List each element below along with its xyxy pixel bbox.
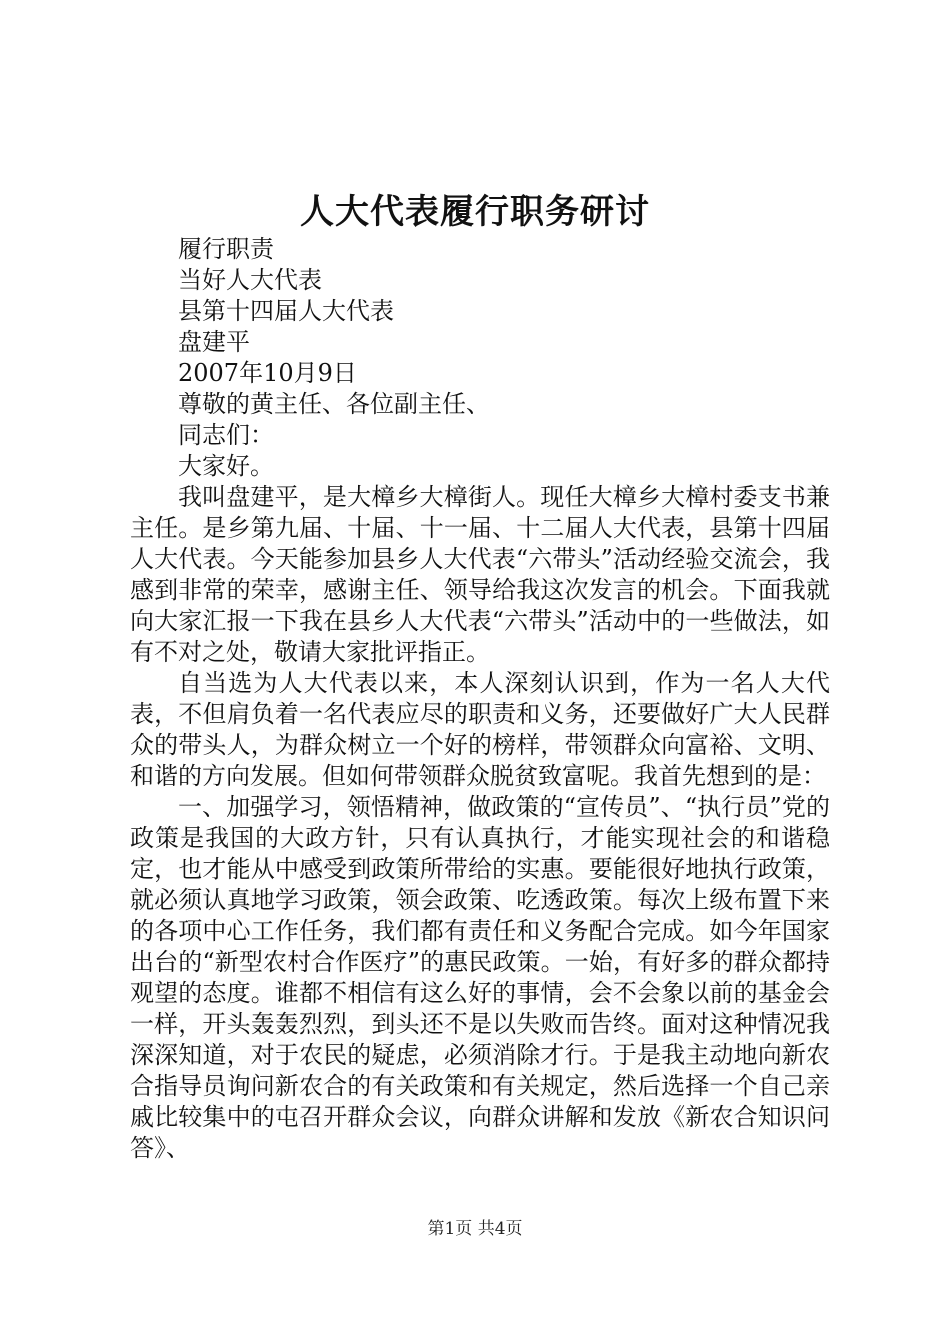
document-title: 人大代表履行职务研讨 bbox=[300, 192, 650, 232]
date-line: 2007年10月9日 bbox=[178, 359, 357, 387]
greeting-line: 大家好。 bbox=[178, 452, 274, 480]
body-paragraph: 自当选为人大代表以来，本人深刻认识到，作为一名人大代表，不但肩负着一名代表应尽的职责和义务，还要做好广大人民群众的带头人，为群众树立一个好的榜样，带领群众向富裕、文明、和谐的方向发展。但如何带领群众脱贫致富呢。我首先想到的是： bbox=[130, 669, 830, 790]
body-paragraph: 我叫盘建平，是大樟乡大樟街人。现任大樟乡大樟村委支书兼主任。是乡第九届、十届、十一届、十二届人大代表，县第十四届人大代表。今天能参加县乡人大代表“六带头”活动经验交流会，我感到非常的荣幸，感谢主任、领导给我这次发言的机会。下面我就向大家汇报一下我在县乡人大代表“六带头”活动中的一些做法，如有不对之处，敬请大家批评指正。 bbox=[130, 483, 830, 666]
document-body bbox=[130, 234, 830, 1164]
author-title-line: 县第十四届人大代表 bbox=[178, 297, 394, 325]
subtitle-line: 当好人大代表 bbox=[178, 266, 322, 294]
subtitle-line: 履行职责 bbox=[178, 235, 274, 263]
body-paragraph: 一、加强学习，领悟精神，做政策的“宣传员”、“执行员”党的政策是我国的大政方针，只有认真执行，才能实现社会的和谐稳定，也才能从中感受到政策所带给的实惠。要能很好地执行政策，就必须认真地学习政策，领会政策、吃透政策。每次上级布置下来的各项中心工作任务，我们都有责任和义务配合完成。如今年国家出台的“新型农村合作医疗”的惠民政策。一始，有好多的群众都持观望的态度。谁都不相信有这么好的事情，会不会象以前的基金会一样，开头轰轰烈烈，到头还不是以失败而告终。面对这种情况我深深知道，对于农民的疑虑，必须消除才行。于是我主动地向新农合指导员询问新农合的有关政策和有关规定，然后选择一个自己亲戚比较集中的屯召开群众会议，向群众讲解和发放《新农合知识问答》、 bbox=[130, 793, 830, 1162]
author-name-line: 盘建平 bbox=[178, 328, 250, 356]
salutation-line: 尊敬的黄主任、各位副主任、 bbox=[178, 390, 490, 418]
page-footer: 第1页 共4页 bbox=[427, 1219, 523, 1239]
salutation-line: 同志们： bbox=[178, 421, 274, 449]
